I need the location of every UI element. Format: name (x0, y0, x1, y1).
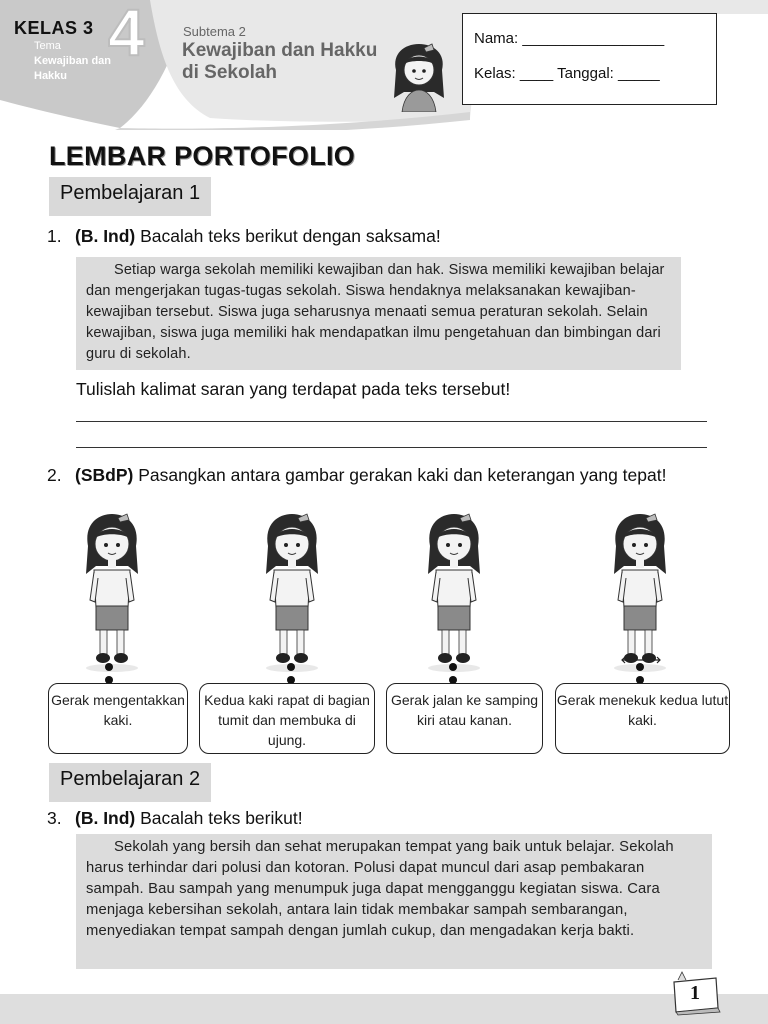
question-2 (47, 464, 730, 487)
girl-figure (266, 514, 318, 672)
question-number: 3. (47, 808, 62, 828)
question-prompt: Bacalah teks berikut dengan saksama! (135, 226, 441, 246)
question-subject: (B. Ind) (75, 808, 136, 828)
tema-label: Tema (34, 40, 61, 52)
subtema-label: Subtema 2 (183, 24, 246, 39)
question-3 (47, 807, 725, 830)
tema-name: Kewajiban dan Hakku (34, 55, 112, 82)
match-dot[interactable] (287, 663, 295, 671)
question-number: 1. (47, 226, 62, 246)
match-dot[interactable] (105, 663, 113, 671)
section-heading-1: Pembelajaran 1 (49, 177, 211, 216)
question-subject: (B. Ind) (75, 226, 136, 246)
girl-figures-row (70, 512, 750, 672)
page-number: 1 (690, 982, 700, 1004)
question-subject: (SBdP) (75, 465, 134, 485)
nama-field[interactable]: Nama: _________________ (474, 30, 665, 47)
question-prompt: Pasangkan antara gambar gerakan kaki dan keterangan yang tepat! (133, 465, 667, 485)
reading-text-2 (76, 834, 712, 969)
kelas-tanggal-field[interactable]: Kelas: ____ Tanggal: _____ (474, 65, 660, 82)
match-dot[interactable] (636, 663, 644, 671)
question-number: 2. (47, 465, 62, 485)
match-card[interactable]: Kedua kaki rapat di bagian tumit dan membuka di ujung. (199, 683, 375, 754)
page-title: LEMBAR PORTOFOLIO (49, 141, 356, 171)
match-dot[interactable] (449, 663, 457, 671)
reading-paragraph: Sekolah yang bersih dan sehat merupakan tempat yang baik untuk belajar. Sekolah harus terhindar dari polusi dan kotoran. Polusi dapat muncul dari asap pembakaran sampah. Bau sampah yang menumpuk juga dapat mengganggu kegiatan siswa. Cara menjaga kebersihan sekolah, antara lain tidak membakar sampah sembarangan, menyediakan tempat sampah dengan jumlah cukup, dan mengadakan kerja bakti. (86, 839, 674, 939)
question-prompt: Bacalah teks berikut! (135, 808, 303, 828)
girl-figure (86, 514, 138, 672)
section-heading-2: Pembelajaran 2 (49, 763, 211, 802)
subtema-name: Kewajiban dan Hakku di Sekolah (182, 40, 378, 83)
match-card[interactable]: Gerak menekuk kedua lutut kaki. (555, 683, 730, 754)
identity-box (462, 13, 717, 105)
answer-line-1[interactable] (76, 421, 707, 422)
footer-band (0, 994, 768, 1024)
kelas-label: KELAS 3 (14, 18, 94, 38)
reading-text-1 (76, 257, 681, 370)
answer-line-2[interactable] (76, 447, 707, 448)
girl-illustration (388, 40, 450, 112)
match-card[interactable]: Gerak mengentakkan kaki. (48, 683, 188, 754)
girl-figure (428, 514, 480, 672)
question-1 (47, 225, 725, 248)
reading-paragraph: Setiap warga sekolah memiliki kewajiban dan hak. Siswa memiliki kewajiban belajar dan mengerjakan tugas-tugas sekolah. Siswa hendaknya melaksanakan kewajiban-kewajiban tersebut. Siswa juga seharusnya menaati semua peraturan sekolah. Selain kewajiban, siswa juga memiliki hak mendapatkan ilmu pengetahuan dan bimbingan dari guru di sekolah. (86, 262, 665, 362)
tema-number: 4 (108, 0, 145, 69)
match-card[interactable]: Gerak jalan ke samping kiri atau kanan. (386, 683, 543, 754)
girl-figure (614, 514, 666, 672)
instruction-1: Tulislah kalimat saran yang terdapat pada teks tersebut! (76, 379, 511, 399)
